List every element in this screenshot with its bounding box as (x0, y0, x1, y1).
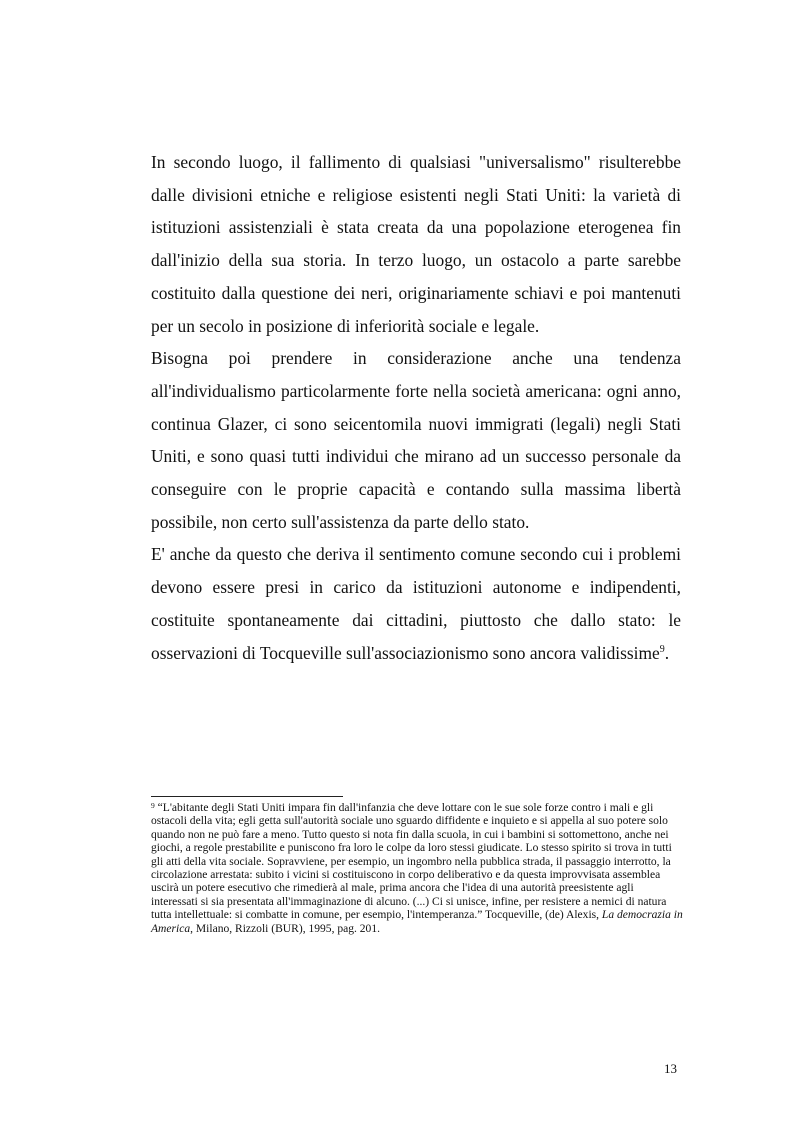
page-number: 13 (664, 1061, 677, 1076)
paragraph (151, 538, 681, 669)
footnote-reference[interactable]: 9 (659, 643, 665, 655)
footnote-citation: , Milano, Rizzoli (BUR), 1995, pag. 201. (190, 922, 380, 935)
paragraph: In secondo luogo, il fallimento di qualsiasi "universalismo" risulterebbe dalle divisioni etniche e religiose esistenti negli Stati Uniti: la varietà di istituzioni assistenziali è stata creata da una popolazione eterogenea fin dall'inizio della sua storia. In terzo luogo, un ostacolo a parte sarebbe costituito dalla questione dei neri, originariamente schiavi e poi mantenuti per un secolo in posizione di inferiorità sociale e legale. (151, 152, 681, 336)
footnote-marker: 9 (151, 801, 155, 810)
paragraph-end: . (664, 642, 670, 663)
paragraph-text: E' anche da questo che deriva il sentimento comune secondo cui i problemi devono essere presi in carico da istituzioni autonome e indipendenti, costituite spontaneamente dai cittadini, piuttosto che dallo stato: le osservazioni di Tocqueville sull'associazionismo sono ancora validissime (151, 544, 681, 663)
paragraph: Bisogna poi prendere in considerazione anche una tendenza all'individualismo particolarmente forte nella società americana: ogni anno, continua Glazer, ci sono seicentomila nuovi immigrati (legali) negli Stati Uniti, e sono quasi tutti individui che mirano ad un successo personale da conseguire con le proprie capacità e contando sulla massima libertà possibile, non certo sull'assistenza da parte dello stato. (151, 348, 681, 532)
footnote-text: “L'abitante degli Stati Uniti impara fin dall'infanzia che deve lottare con le sue sole forze contro i mali e gli ostacoli della vita; egli getta sull'autorità sociale uno sguardo diffidente e inquieto e si appella al suo potere solo quando non ne può fare a meno. Tutto questo si nota fin dalla scuola, in cui i bambini si sottomettono, anche nei giochi, a regole prestabilite e puniscono fra loro le colpe da loro stessi giudicate. Lo stesso spirito si trova in tutti gli atti della vita sociale. Sopravviene, per esempio, un ingombro nella pubblica strada, il passaggio interrotto, la circolazione arrestata: subito i vicini si costituiscono in corpo deliberativo e da questa improvvisata assemblea uscirà un potere esecutivo che rimedierà al male, prima ancora che l'idea di una autorità preesistente agli interessati si sia presentata all'immaginazione di alcuno. (...) Ci si unisce, infine, per resistere a nemici di natura tutta intellettuale: si combatte in comune, per esempio, l'intemperanza.” Tocqueville, (de) Alexis, (151, 802, 672, 922)
footnote (151, 802, 683, 936)
main-text (151, 146, 681, 669)
footnote-book-title: La democrazia in America (151, 909, 683, 935)
footnote-separator (151, 796, 343, 797)
